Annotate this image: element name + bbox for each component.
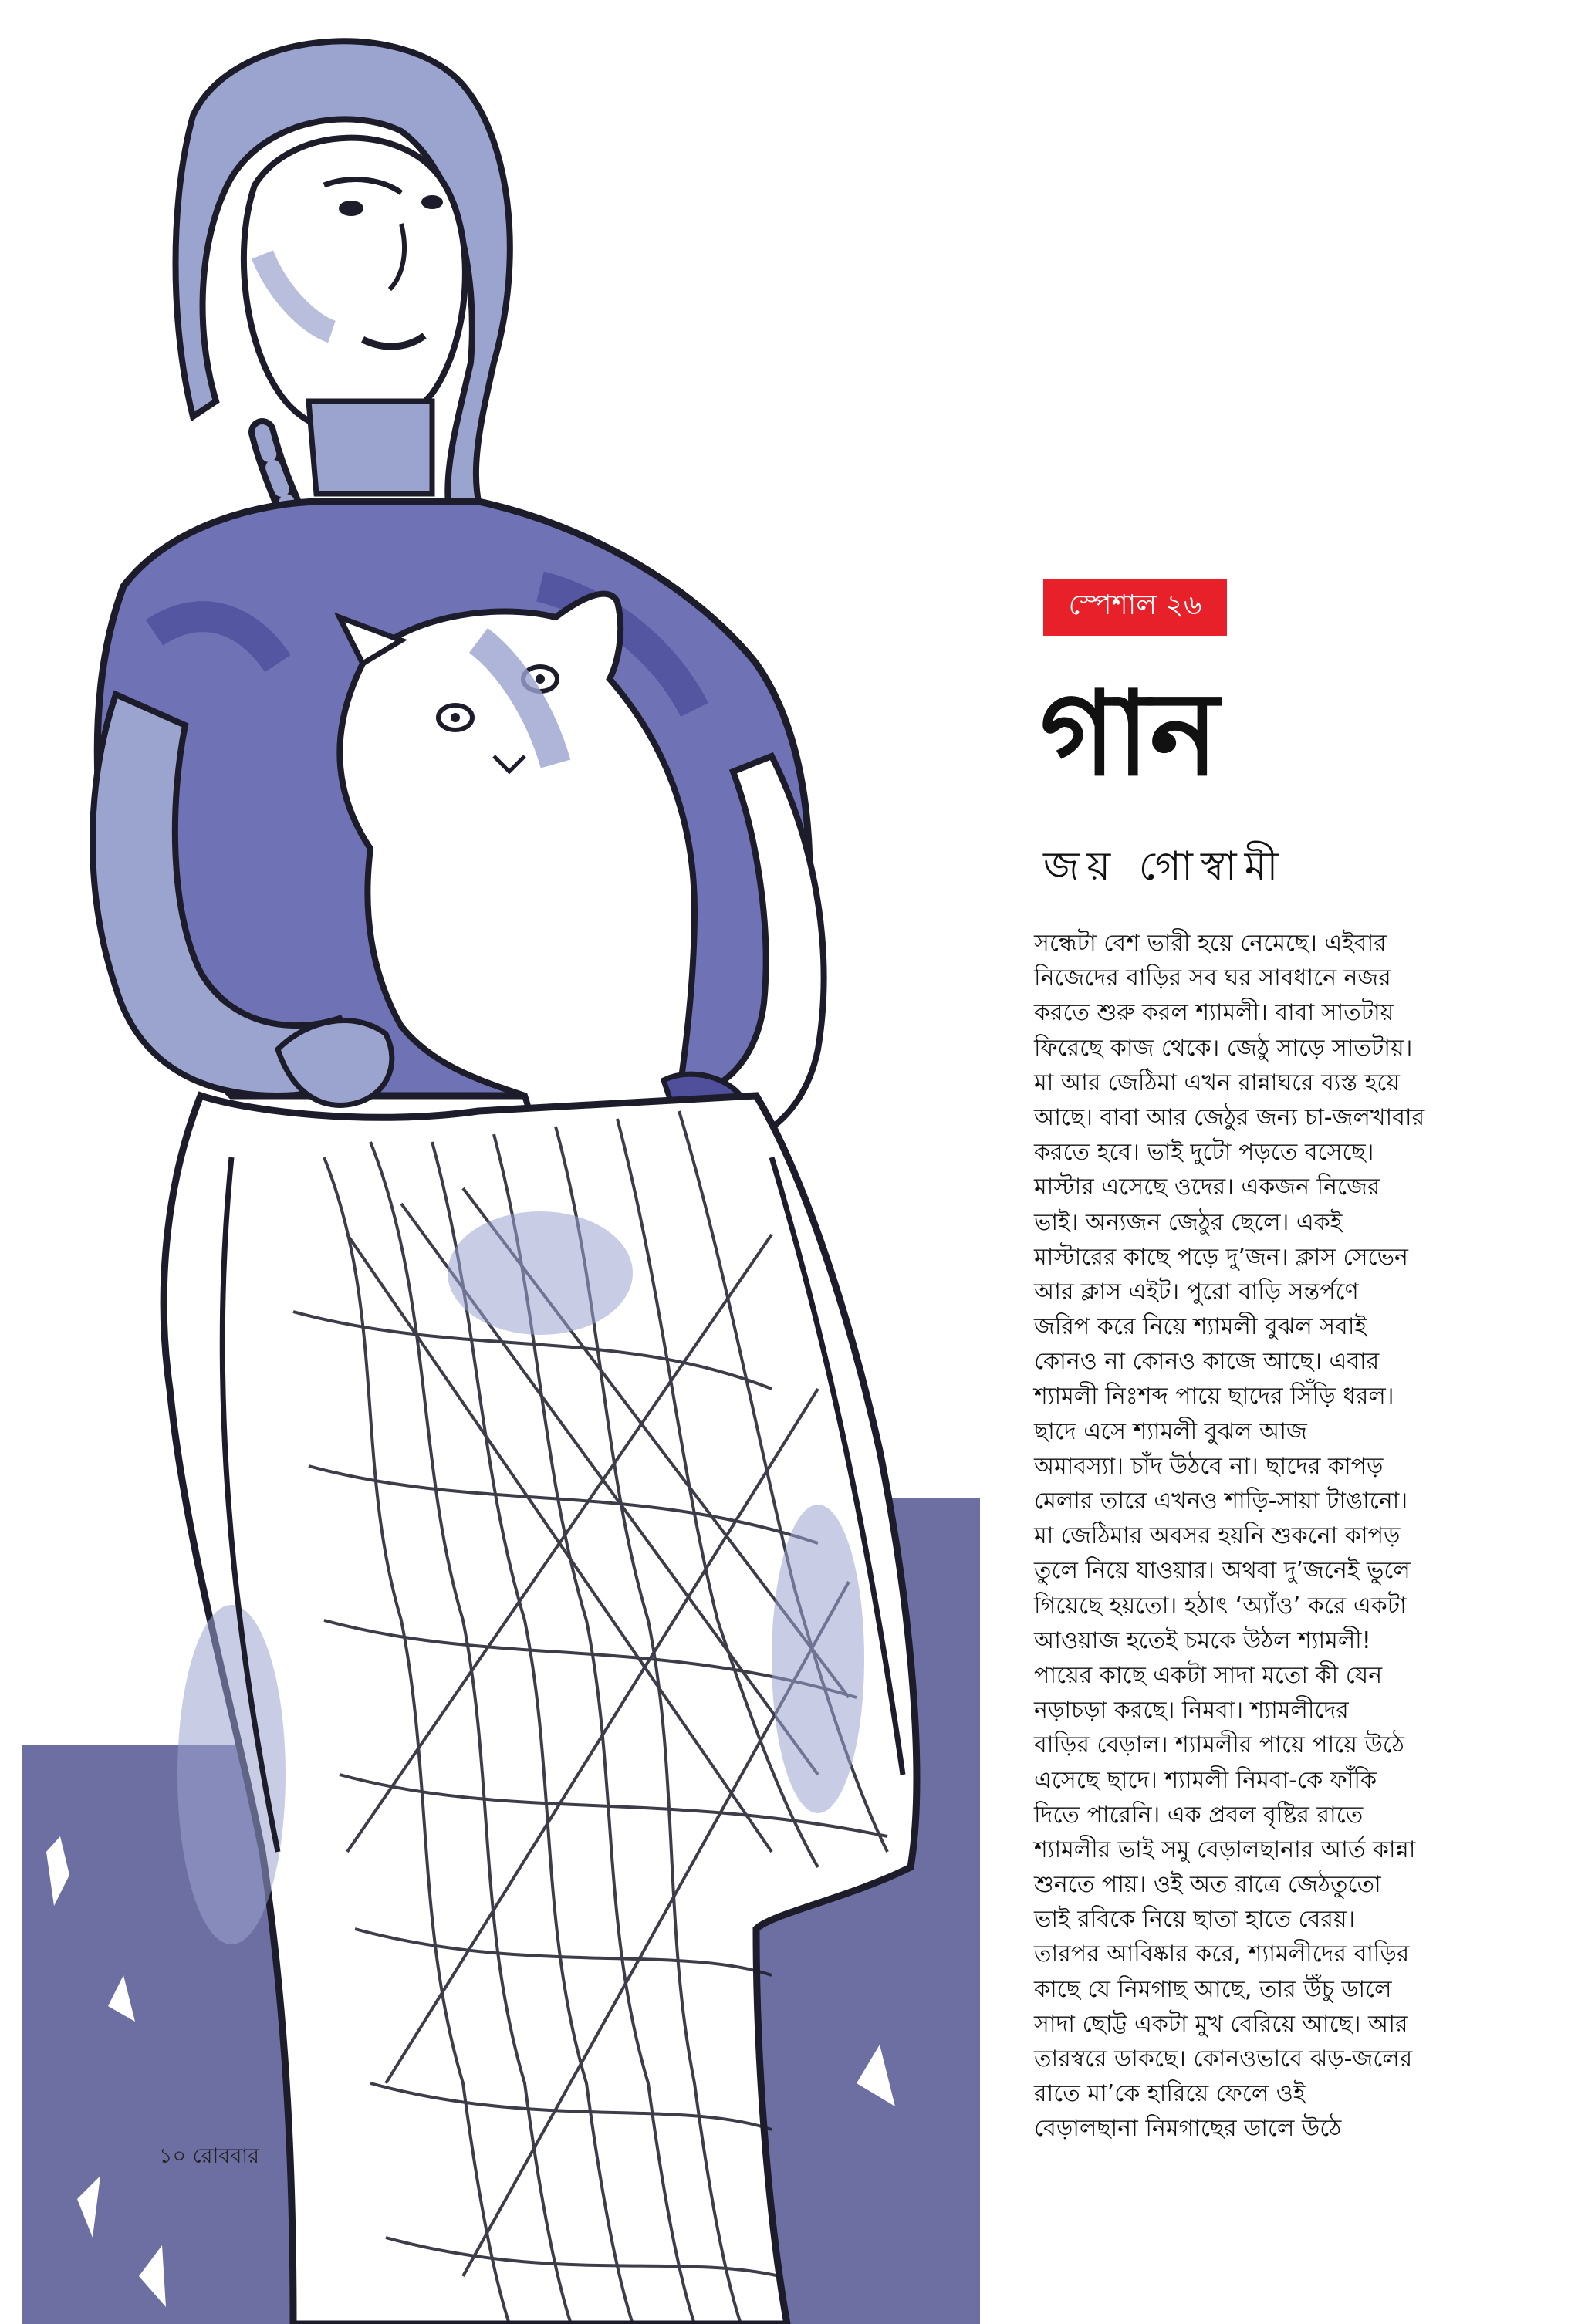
story-line: মাস্টার এসেছে ওদের। একজন নিজের	[1034, 1174, 1380, 1201]
story-line: সন্ধেটা বেশ ভারী হয়ে নেমেছে। এইবার	[1034, 930, 1387, 957]
story-line: জরিপ করে নিয়ে শ্যামলী বুঝল সবাই	[1034, 1313, 1367, 1341]
story-line: বাড়ির বেড়াল। শ্যামলীর পায়ে পায়ে উঠে	[1034, 1731, 1404, 1759]
author-name: জয় গোস্বামী	[1043, 843, 1286, 890]
story-line: ছাদে এসে শ্যামলী বুঝল আজ	[1034, 1417, 1307, 1445]
story-line: তারস্বরে ডাকছে। কোনওভাবে ঝড়-জলের	[1034, 2045, 1413, 2072]
story-line: এসেছে ছাদে। শ্যামলী নিমবা-কে ফাঁকি	[1034, 1766, 1377, 1794]
story-line: ভাই। অন্যজন জেঠুর ছেলে। একই	[1034, 1208, 1343, 1236]
story-line: নিজেদের বাড়ির সব ঘর সাবধানে নজর	[1034, 964, 1391, 992]
page-folio: ১০ রোববার	[159, 2144, 260, 2168]
story-line: কাছে যে নিমগাছ আছে, তার উঁচু ডালে	[1034, 1975, 1392, 2003]
story-line: মা আর জেঠিমা এখন রান্নাঘরে ব্যস্ত হয়ে	[1034, 1069, 1401, 1096]
story-line: সাদা ছোট্ট একটা মুখ বেরিয়ে আছে। আর	[1034, 2010, 1408, 2038]
story-line: অমাবস্যা। চাঁদ উঠবে না। ছাদের কাপড়	[1034, 1452, 1384, 1480]
section-badge: স্পেশাল ২৬	[1043, 579, 1227, 636]
story-line: শ্যামলীর ভাই সমু বেড়ালছানার আর্ত কান্না	[1034, 1836, 1416, 1863]
story-line: করতে হবে। ভাই দুটো পড়তে বসেছে।	[1034, 1139, 1374, 1167]
story-line: নড়াচড়া করছে। নিমবা। শ্যামলীদের	[1034, 1697, 1349, 1724]
story-line: করতে শুরু করল শ্যামলী। বাবা সাতটায়	[1034, 999, 1394, 1027]
story-line: পায়ের কাছে একটা সাদা মতো কী যেন	[1034, 1661, 1383, 1689]
story-line: মা জেঠিমার অবসর হয়নি শুকনো কাপড়	[1034, 1522, 1401, 1550]
story-line: তারপর আবিষ্কার করে, শ্যামলীদের বাড়ির	[1034, 1941, 1410, 1968]
story-line: দিতে পারেনি। এক প্রবল বৃষ্টির রাতে	[1034, 1801, 1364, 1829]
story-text	[1034, 926, 1451, 2147]
story-line: আছে। বাবা আর জেঠুর জন্য চা-জলখাবার	[1034, 1103, 1425, 1131]
story-line: আর ক্লাস এইট। পুরো বাড়ি সন্তর্পণে	[1034, 1278, 1359, 1306]
story-line: মাস্টারের কাছে পড়ে দু’জন। ক্লাস সেভেন	[1034, 1243, 1408, 1271]
story-line: তুলে নিয়ে যাওয়ার। অথবা দু’জনেই ভুলে	[1034, 1557, 1411, 1585]
story-line: বেড়ালছানা নিমগাছের ডালে উঠে	[1034, 2115, 1342, 2143]
story-line: শুনতে পায়। ওই অত রাত্রে জেঠতুতো	[1034, 1871, 1381, 1899]
story-title: গান	[1040, 667, 1219, 802]
story-line: কোনও না কোনও কাজে আছে। এবার	[1034, 1348, 1380, 1376]
story-line: আওয়াজ হতেই চমকে উঠল শ্যামলী!	[1034, 1626, 1371, 1654]
story-line: রাতে মা’কে হারিয়ে ফেলে ওই	[1034, 2080, 1306, 2108]
story-line: গিয়েছে হয়তো। হঠাৎ ‘অ্যাঁও’ করে একটা	[1034, 1592, 1407, 1620]
story-line: মেলার তারে এখনও শাড়ি-সায়া টাঙানো।	[1034, 1488, 1408, 1515]
story-line: শ্যামলী নিঃশব্দ পায়ে ছাদের সিঁড়ি ধরল।	[1034, 1383, 1394, 1410]
story-line: ফিরেছে কাজ থেকে। জেঠু সাড়ে সাতটায়।	[1034, 1034, 1413, 1062]
story-line: ভাই রবিকে নিয়ে ছাতা হাতে বেরয়।	[1034, 1906, 1356, 1934]
